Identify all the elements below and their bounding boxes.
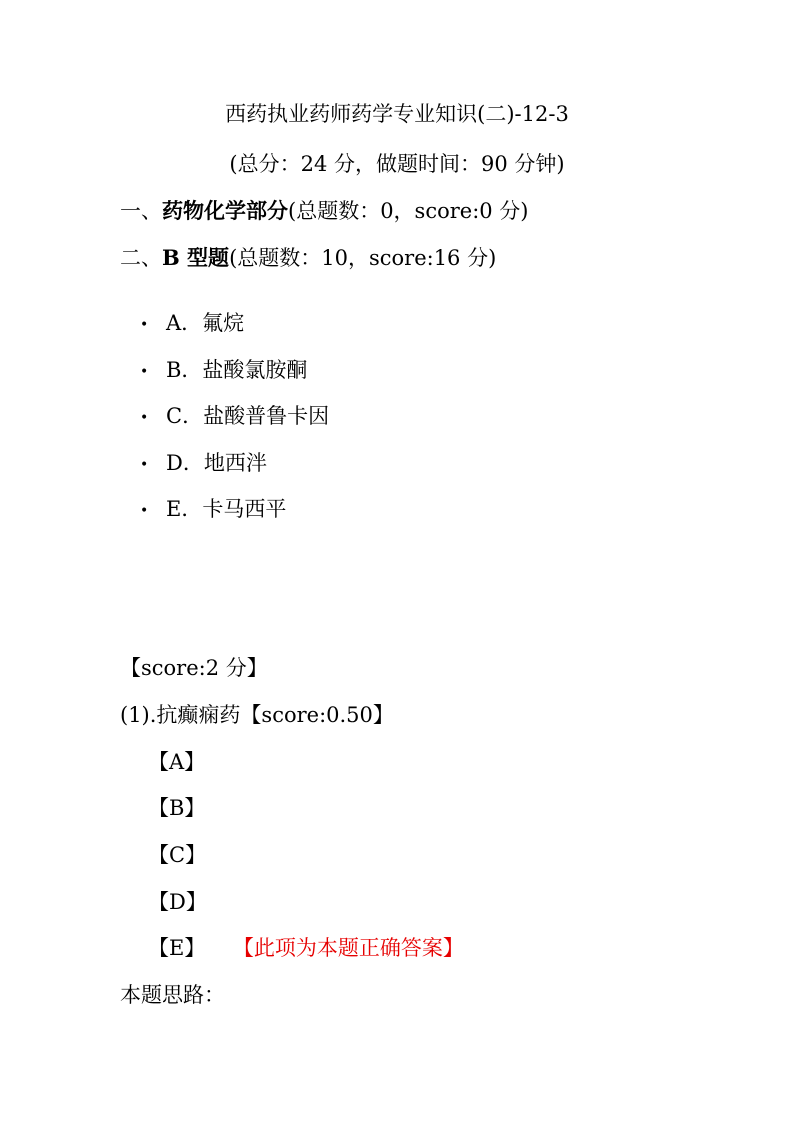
answer-a: 【A】 [148,750,206,774]
option-text: B．盐酸氯胺酮 [166,358,308,382]
section-1-info: (总题数：0，score:0 分) [288,199,529,223]
page-title: 西药执业药师药学专业知识(二)-12-3 [225,102,569,126]
answer-b: 【B】 [148,796,206,820]
bullet-icon: • [140,502,149,519]
section-2-info: (总题数：10，score:16 分) [229,246,497,270]
section-2-prefix: 二、 [120,246,162,270]
option-text: A．氟烷 [166,311,245,335]
option-text: E．卡马西平 [166,497,287,521]
bullet-icon: • [140,316,149,333]
answer-e [148,932,464,962]
question-number: (1). [120,703,157,727]
section-heading-1 [120,195,529,225]
section-1-name: 药物化学部分 [162,198,288,223]
question-score: 【score:0.50】 [240,703,394,727]
question-line [120,699,394,729]
section-2-name: B 型题 [162,245,230,270]
option-item-c [140,400,329,430]
option-item-a [140,307,244,337]
option-item-b [140,354,307,384]
correct-answer-note: 【此项为本题正确答案】 [243,936,464,960]
bullet-icon: • [140,409,149,426]
option-item-e [140,493,286,523]
bullet-icon: • [140,363,149,380]
question-text: 抗癫痫药 [156,703,241,727]
group-score: 【score:2 分】 [120,656,268,680]
bullet-icon: • [140,456,149,473]
answer-c: 【C】 [148,843,207,867]
option-text: C．盐酸普鲁卡因 [166,404,330,428]
explanation-label: 本题思路： [120,983,225,1007]
page-subtitle: (总分：24 分，做题时间：90 分钟) [229,152,565,176]
answer-e-label: 【E】 [148,936,206,960]
option-text: D．地西泮 [166,451,267,475]
option-item-d [140,447,267,477]
section-heading-2 [120,242,496,272]
section-1-prefix: 一、 [120,199,162,223]
answer-d: 【D】 [148,890,207,914]
